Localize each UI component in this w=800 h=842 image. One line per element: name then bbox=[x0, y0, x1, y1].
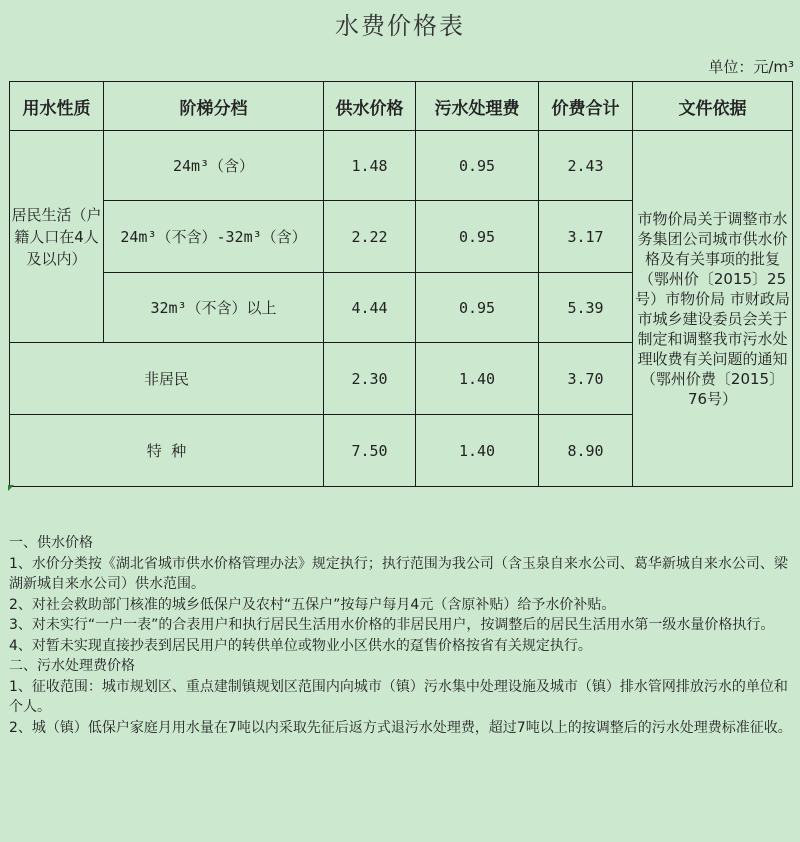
price-table bbox=[9, 81, 793, 487]
notes-item: 3、对未实行“一户一表”的合表用户和执行居民生活用水价格的非居民用户，按调整后的居民生活用水第一级水量价格执行。 bbox=[9, 617, 775, 633]
total-price: 8.90 bbox=[539, 415, 633, 487]
tier-cell: 24m³（不含）-32m³（含） bbox=[104, 201, 324, 273]
total-price: 5.39 bbox=[539, 273, 633, 343]
supply-price: 2.22 bbox=[324, 201, 416, 273]
page-title: 水费价格表 bbox=[335, 12, 465, 40]
total-price: 3.70 bbox=[539, 343, 633, 415]
tier-cell: 32m³（不含）以上 bbox=[104, 273, 324, 343]
header-cell: 价费合计 bbox=[539, 82, 633, 131]
sewage-fee: 0.95 bbox=[416, 201, 539, 273]
notes-item: 2、城（镇）低保户家庭月用水量在7吨以内采取先征后返方式退污水处理费，超过7吨以上的按调整后的污水处理费标准征收。 bbox=[9, 719, 792, 736]
sewage-fee: 0.95 bbox=[416, 131, 539, 201]
notes-heading: 二、污水处理费价格 bbox=[9, 658, 135, 674]
sewage-fee: 1.40 bbox=[416, 415, 539, 487]
total-price: 3.17 bbox=[539, 201, 633, 273]
unit-label: 单位：元/m³ bbox=[708, 58, 794, 76]
residential-category: 居民生活（户籍人口在4人及以内） bbox=[10, 131, 104, 343]
special-category: 特 种 bbox=[10, 415, 324, 487]
header-cell: 供水价格 bbox=[324, 82, 416, 131]
table-header-row bbox=[10, 82, 793, 131]
cell-corner-marker bbox=[8, 485, 14, 491]
header-cell: 文件依据 bbox=[633, 82, 793, 131]
supply-price: 4.44 bbox=[324, 273, 416, 343]
header-cell: 污水处理费 bbox=[416, 82, 539, 131]
notes-heading: 一、供水价格 bbox=[9, 535, 93, 551]
supply-price: 7.50 bbox=[324, 415, 416, 487]
tier-cell: 24m³（含） bbox=[104, 131, 324, 201]
nonresidential-category: 非居民 bbox=[10, 343, 324, 415]
notes-item: 4、对暂未实现直接抄表到居民用户的转供单位或物业小区供水的趸售价格按省有关规定执行。 bbox=[9, 637, 592, 654]
sewage-fee: 0.95 bbox=[416, 273, 539, 343]
table-row bbox=[10, 131, 793, 201]
sewage-fee: 1.40 bbox=[416, 343, 539, 415]
supply-price: 2.30 bbox=[324, 343, 416, 415]
supply-price: 1.48 bbox=[324, 131, 416, 201]
document-basis: 市物价局关于调整市水务集团公司城市供水价格及有关事项的批复（鄂州价〔2015〕25号）市物价局 市财政局 市城乡建设委员会关于制定和调整我市污水处理收费有关问题的通知（鄂州价费〔2015〕76号） bbox=[633, 131, 793, 487]
notes-item: 1、水价分类按《湖北省城市供水价格管理办法》规定执行；执行范围为我公司（含玉泉自来水公司、葛华新城自来水公司、梁湖新城自来水公司）供水范围。 bbox=[9, 555, 788, 592]
header-cell: 阶梯分档 bbox=[104, 82, 324, 131]
notes-section bbox=[9, 533, 795, 738]
header-cell: 用水性质 bbox=[10, 82, 104, 131]
total-price: 2.43 bbox=[539, 131, 633, 201]
notes-item: 2、对社会救助部门核准的城乡低保户及农村“五保户”按每户每月4元（含原补贴）给予水价补贴。 bbox=[9, 596, 616, 613]
notes-item: 1、征收范围：城市规划区、重点建制镇规划区范围内向城市（镇）污水集中处理设施及城市（镇）排水管网排放污水的单位和个人。 bbox=[9, 678, 788, 715]
